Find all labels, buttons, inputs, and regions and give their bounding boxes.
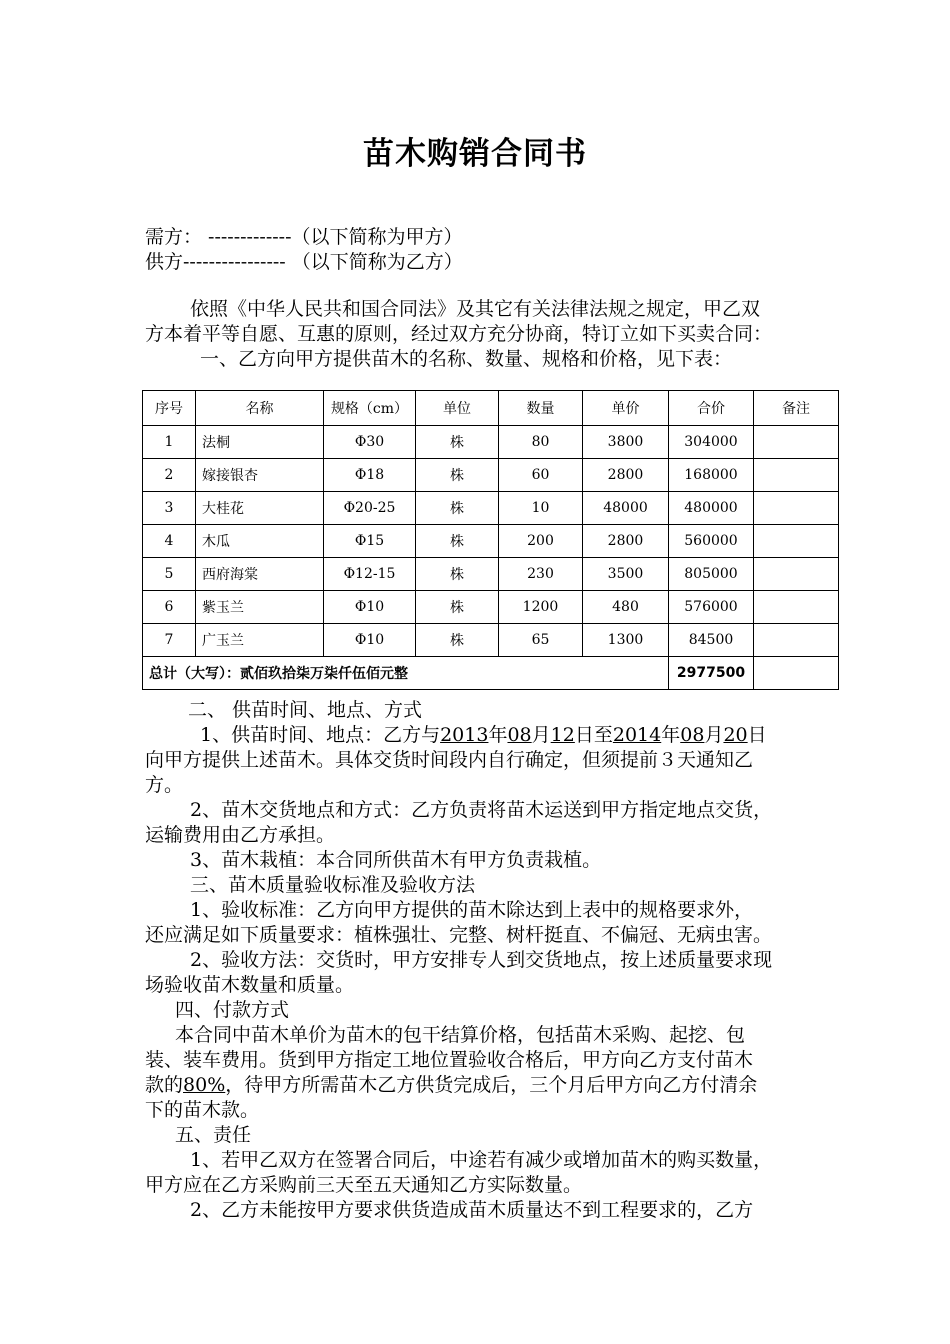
unit-price: 3500 — [583, 558, 669, 591]
s3-1-line-2: 还应满足如下质量要求：植株强壮、完整、树杆挺直、不偏冠、无病虫害。 — [145, 924, 773, 946]
s2-1-line-1 — [200, 723, 900, 747]
total-price: 805000 — [669, 558, 754, 591]
end-month: 08 — [680, 724, 705, 746]
intro-line-2: 方本着平等自愿、互惠的原则，经过双方充分协商，特订立如下买卖合同： — [145, 323, 773, 345]
header-cell: 单位 — [416, 391, 499, 426]
quantity: 80 — [499, 426, 583, 459]
table-row — [143, 558, 839, 591]
s2-2-line-2: 运输费用由乙方承担。 — [145, 824, 336, 846]
goods-table — [142, 390, 839, 690]
section-5-heading: 五、责任 — [175, 1124, 252, 1146]
s2-1-text: 月 — [531, 724, 551, 746]
header-cell: 名称 — [196, 391, 324, 426]
s4-line-4: 下的苗木款。 — [145, 1099, 260, 1121]
unit-price: 2800 — [583, 525, 669, 558]
s2-1-text: 1、供苗时间、地点：乙方与 — [200, 724, 441, 746]
s2-1-line-2: 向甲方提供上述苗木。具体交货时间段内自行确定，但须提前３天通知乙 — [145, 749, 754, 771]
unit: 株 — [416, 624, 499, 657]
quantity: 10 — [499, 492, 583, 525]
section-4-heading: 四、付款方式 — [175, 999, 290, 1021]
table-row — [143, 624, 839, 657]
spec: Φ20-25 — [324, 492, 416, 525]
total-value: 2977500 — [669, 657, 754, 690]
table-row — [143, 459, 839, 492]
plant-name: 大桂花 — [196, 492, 324, 525]
unit-price: 2800 — [583, 459, 669, 492]
remark — [754, 459, 839, 492]
plant-name: 法桐 — [196, 426, 324, 459]
start-day: 12 — [550, 724, 575, 746]
total-label: 总计（大写）：贰佰玖拾柒万柒仟伍佰元整 — [143, 657, 669, 690]
plant-name: 广玉兰 — [196, 624, 324, 657]
unit: 株 — [416, 591, 499, 624]
header-cell: 备注 — [754, 391, 839, 426]
unit: 株 — [416, 525, 499, 558]
plant-name: 木瓜 — [196, 525, 324, 558]
table-row — [143, 492, 839, 525]
total-remark — [754, 657, 839, 690]
intro-line-1: 依照《中华人民共和国合同法》及其它有关法律法规之规定，甲乙双 — [190, 298, 761, 320]
row-index: 1 — [143, 426, 196, 459]
s4-line-1: 本合同中苗木单价为苗木的包干结算价格，包括苗木采购、起挖、包 — [175, 1024, 746, 1046]
row-index: 5 — [143, 558, 196, 591]
s2-3-line: 3、苗木栽植：本合同所供苗木有甲方负责栽植。 — [190, 849, 602, 871]
spec: Φ18 — [324, 459, 416, 492]
s5-1-line-2: 甲方应在乙方采购前三天至五天通知乙方实际数量。 — [145, 1174, 583, 1196]
remark — [754, 558, 839, 591]
total-price: 168000 — [669, 459, 754, 492]
header-cell: 规格（cm） — [324, 391, 416, 426]
total-price: 84500 — [669, 624, 754, 657]
unit-price: 480 — [583, 591, 669, 624]
remark — [754, 525, 839, 558]
remark — [754, 591, 839, 624]
header-cell: 合价 — [669, 391, 754, 426]
unit: 株 — [416, 558, 499, 591]
s2-1-line-3: 方。 — [145, 774, 184, 796]
spec: Φ10 — [324, 624, 416, 657]
s2-1-text: 日至 — [574, 724, 613, 746]
s3-2-line-1: 2、验收方法：交货时，甲方安排专人到交货地点，按上述质量要求现 — [190, 949, 773, 971]
section-3-heading: 三、苗木质量验收标准及验收方法 — [190, 874, 476, 896]
table-row — [143, 426, 839, 459]
unit-price: 1300 — [583, 624, 669, 657]
remark — [754, 624, 839, 657]
s4-line-3 — [145, 1073, 845, 1097]
plant-name: 西府海棠 — [196, 558, 324, 591]
s4-text: 款的 — [145, 1074, 184, 1096]
unit-price: 48000 — [583, 492, 669, 525]
end-day: 20 — [723, 724, 748, 746]
unit: 株 — [416, 492, 499, 525]
s3-2-line-2: 场验收苗木数量和质量。 — [145, 974, 355, 996]
s4-line-2: 装、装车费用。货到甲方指定工地位置验收合格后，甲方向乙方支付苗木 — [145, 1049, 754, 1071]
s5-1-line-1: 1、若甲乙双方在签署合同后，中途若有减少或增加苗木的购买数量， — [190, 1149, 773, 1171]
spec: Φ10 — [324, 591, 416, 624]
unit: 株 — [416, 459, 499, 492]
plant-name: 嫁接银杏 — [196, 459, 324, 492]
start-month: 08 — [507, 724, 532, 746]
s2-1-text: 日 — [747, 724, 767, 746]
remark — [754, 492, 839, 525]
total-price: 480000 — [669, 492, 754, 525]
header-cell: 数量 — [499, 391, 583, 426]
remark — [754, 426, 839, 459]
s2-1-text: 年 — [488, 724, 508, 746]
s5-2-line-1: 2、乙方未能按甲方要求供货造成苗木质量达不到工程要求的，乙方 — [190, 1199, 754, 1221]
row-index: 4 — [143, 525, 196, 558]
section-2-heading: 二、 供苗时间、地点、方式 — [188, 699, 423, 721]
row-index: 3 — [143, 492, 196, 525]
plant-name: 紫玉兰 — [196, 591, 324, 624]
table-header-row — [143, 391, 839, 426]
page-title: 苗木购销合同书 — [363, 136, 587, 172]
s2-1-text: 月 — [704, 724, 724, 746]
row-index: 6 — [143, 591, 196, 624]
buyer-line: 需方： -------------（以下简称为甲方） — [145, 226, 463, 248]
payment-percent: 80% — [183, 1074, 226, 1096]
quantity: 200 — [499, 525, 583, 558]
s3-1-line-1: 1、验收标准：乙方向甲方提供的苗木除达到上表中的规格要求外， — [190, 899, 754, 921]
table-row — [143, 525, 839, 558]
row-index: 7 — [143, 624, 196, 657]
quantity: 60 — [499, 459, 583, 492]
header-cell: 序号 — [143, 391, 196, 426]
unit: 株 — [416, 426, 499, 459]
table-total-row — [143, 657, 839, 690]
spec: Φ12-15 — [324, 558, 416, 591]
start-year: 2013 — [440, 724, 489, 746]
quantity: 1200 — [499, 591, 583, 624]
spec: Φ15 — [324, 525, 416, 558]
table-row — [143, 591, 839, 624]
section-1-heading: 一、乙方向甲方提供苗木的名称、数量、规格和价格，见下表： — [200, 348, 733, 370]
s4-text: ，待甲方所需苗木乙方供货完成后，三个月后甲方向乙方付清余 — [225, 1074, 758, 1096]
end-year: 2014 — [612, 724, 662, 746]
unit-price: 3800 — [583, 426, 669, 459]
spec: Φ30 — [324, 426, 416, 459]
seller-line: 供方---------------- （以下简称为乙方） — [145, 251, 463, 273]
header-cell: 单价 — [583, 391, 669, 426]
quantity: 65 — [499, 624, 583, 657]
s2-2-line-1: 2、苗木交货地点和方式：乙方负责将苗木运送到甲方指定地点交货， — [190, 799, 773, 821]
s2-1-text: 年 — [661, 724, 681, 746]
total-price: 560000 — [669, 525, 754, 558]
total-price: 576000 — [669, 591, 754, 624]
quantity: 230 — [499, 558, 583, 591]
total-price: 304000 — [669, 426, 754, 459]
row-index: 2 — [143, 459, 196, 492]
